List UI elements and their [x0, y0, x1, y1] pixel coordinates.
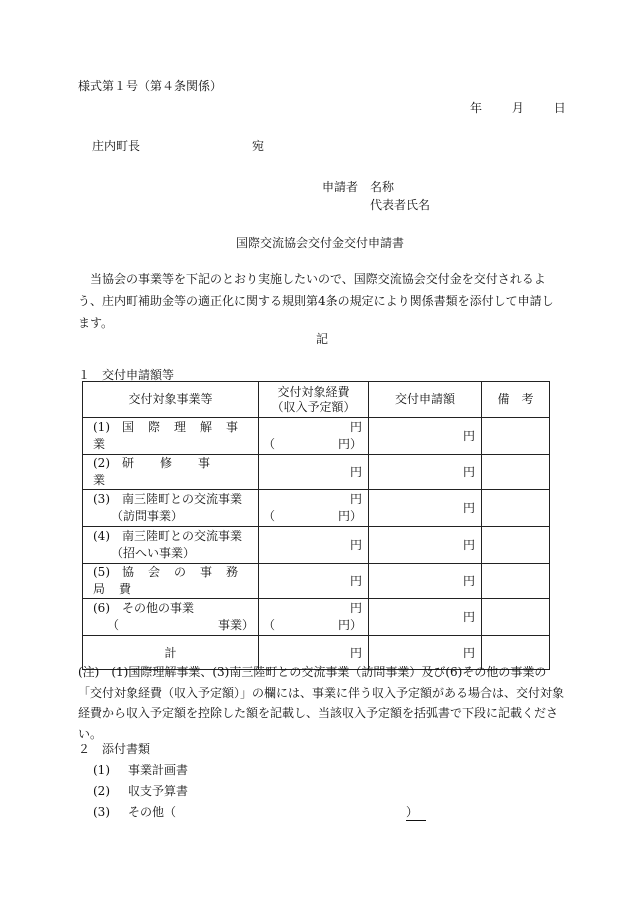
section-1-label: 交付申請額等: [102, 368, 175, 382]
table-row: [83, 490, 550, 527]
yen-unit: 円: [349, 492, 362, 506]
paren-open: （: [263, 437, 276, 451]
row-label: 研修事業: [93, 456, 237, 487]
application-table: [82, 381, 550, 670]
header-expense-line1: 交付対象経費: [277, 384, 350, 399]
section-2-heading: [78, 743, 150, 755]
row-label: その他の事業: [122, 601, 195, 615]
yen-unit: 円: [349, 601, 362, 615]
yen-unit: 円: [462, 645, 475, 660]
row-number: (1): [93, 420, 110, 434]
row-label: 協会の事務局費: [93, 565, 253, 596]
paren-close: 円）: [337, 509, 362, 523]
expense-cell[interactable]: [259, 599, 369, 636]
row-project: [83, 418, 259, 455]
attachment-item: [93, 764, 188, 776]
yen-unit: 円: [349, 420, 362, 434]
yen-unit: 円: [349, 645, 362, 660]
yen-unit: 円: [462, 429, 475, 443]
date-day: 日: [553, 101, 566, 115]
amount-cell[interactable]: [369, 564, 482, 599]
paren-open: （: [263, 509, 276, 523]
row-project: [83, 527, 259, 564]
header-remarks: 備 考: [482, 382, 550, 418]
paren-open: （: [263, 618, 276, 632]
header-expense: [259, 382, 369, 418]
table-row: [83, 418, 550, 455]
yen-unit: 円: [462, 538, 475, 552]
remarks-cell[interactable]: [482, 455, 550, 490]
table-row: [83, 564, 550, 599]
table-row: [83, 455, 550, 490]
expense-cell[interactable]: [259, 527, 369, 564]
remarks-cell[interactable]: [482, 527, 550, 564]
note-paragraph: (注) (1)国際理解事業、(3)南三陸町との交流事業（訪問事業）及び(6)その他の事業の「交付対象経費（収入予定額）」の欄には、事業に伴う収入予定額がある場合は、交付対象経費から収入予定額を控除した額を記載し、当該収入予定額を括弧書で下段に記載ください。: [78, 665, 565, 741]
table-row: [83, 599, 550, 636]
expense-cell[interactable]: [259, 490, 369, 527]
yen-unit: 円: [349, 538, 362, 552]
sub-paren-close: 事業）: [217, 618, 254, 632]
attachment-close-paren: ）: [406, 805, 426, 821]
row-number: (2): [93, 456, 110, 470]
attachment-item: [93, 806, 426, 818]
header-expense-line2: （収入予定額）: [271, 399, 356, 414]
section-2-label: 添付書類: [102, 742, 151, 756]
applicant-label: 申請者: [322, 180, 359, 194]
yen-unit: 円: [462, 610, 475, 624]
date-year: 年: [470, 101, 483, 115]
amount-cell[interactable]: [369, 527, 482, 564]
date-month: 月: [511, 101, 524, 115]
section-1-heading: [78, 369, 174, 381]
yen-unit: 円: [462, 465, 475, 479]
row-number: (3): [93, 492, 110, 506]
amount-cell[interactable]: [369, 455, 482, 490]
applicant-name-label: 名称: [370, 180, 395, 194]
ki-marker: 記: [316, 332, 329, 346]
table-row: [83, 527, 550, 564]
row-label: 南三陸町との交流事業: [122, 529, 243, 543]
expense-cell[interactable]: [259, 418, 369, 455]
total-label: 計: [83, 636, 259, 670]
yen-unit: 円: [462, 574, 475, 588]
applicant: [322, 181, 394, 193]
yen-unit: 円: [349, 574, 362, 588]
row-project: [83, 490, 259, 527]
row-label: 南三陸町との交流事業: [122, 492, 243, 506]
section-2-number: ２: [78, 742, 91, 756]
yen-unit: 円: [462, 501, 475, 515]
row-project: [83, 599, 259, 636]
amount-cell[interactable]: [369, 490, 482, 527]
attachment-number: (2): [93, 784, 110, 798]
amount-cell[interactable]: [369, 599, 482, 636]
paren-close: 円）: [337, 618, 362, 632]
section-1-number: １: [78, 368, 91, 382]
row-number: (5): [93, 565, 110, 579]
row-project: [83, 564, 259, 599]
expense-cell[interactable]: [259, 564, 369, 599]
body-paragraph: 当協会の事業等を下記のとおり実施したいので、国際交流協会交付金を交付されるよう、庄内町補助金等の適正化に関する規則第4条の規定により関係書類を添付して申請します。: [78, 272, 554, 330]
remarks-cell[interactable]: [482, 490, 550, 527]
remarks-cell[interactable]: [482, 599, 550, 636]
addressee: [92, 140, 264, 152]
attachment-item: [93, 785, 188, 797]
form-number: 様式第１号（第４条関係）: [78, 79, 223, 93]
expense-cell[interactable]: [259, 455, 369, 490]
row-number: (6): [93, 601, 110, 615]
attachment-number: (1): [93, 763, 110, 777]
yen-unit: 円: [349, 465, 362, 479]
remarks-cell[interactable]: [482, 418, 550, 455]
row-sublabel: [93, 617, 258, 634]
row-number: (4): [93, 529, 110, 543]
attachment-label: 収支予算書: [128, 784, 189, 798]
row-sublabel: （訪問事業）: [111, 509, 184, 523]
addressee-name: 庄内町長: [92, 139, 141, 153]
row-sublabel: （招へい事業）: [111, 546, 196, 560]
attachment-label: その他（: [128, 805, 177, 819]
attachment-number: (3): [93, 805, 110, 819]
date-line: [470, 102, 566, 114]
remarks-cell[interactable]: [482, 564, 550, 599]
paren-close: 円）: [337, 437, 362, 451]
row-project: [83, 455, 259, 490]
document-title: 国際交流協会交付金交付申請書: [236, 236, 405, 250]
header-project: 交付対象事業等: [83, 382, 259, 418]
attachment-label: 事業計画書: [128, 763, 189, 777]
amount-cell[interactable]: [369, 418, 482, 455]
sub-paren-open: （: [107, 618, 120, 632]
representative-label: 代表者氏名: [370, 198, 431, 212]
header-amount: 交付申請額: [369, 382, 482, 418]
row-label: 国際理解事業: [93, 420, 253, 451]
addressee-suffix: 宛: [252, 139, 265, 153]
